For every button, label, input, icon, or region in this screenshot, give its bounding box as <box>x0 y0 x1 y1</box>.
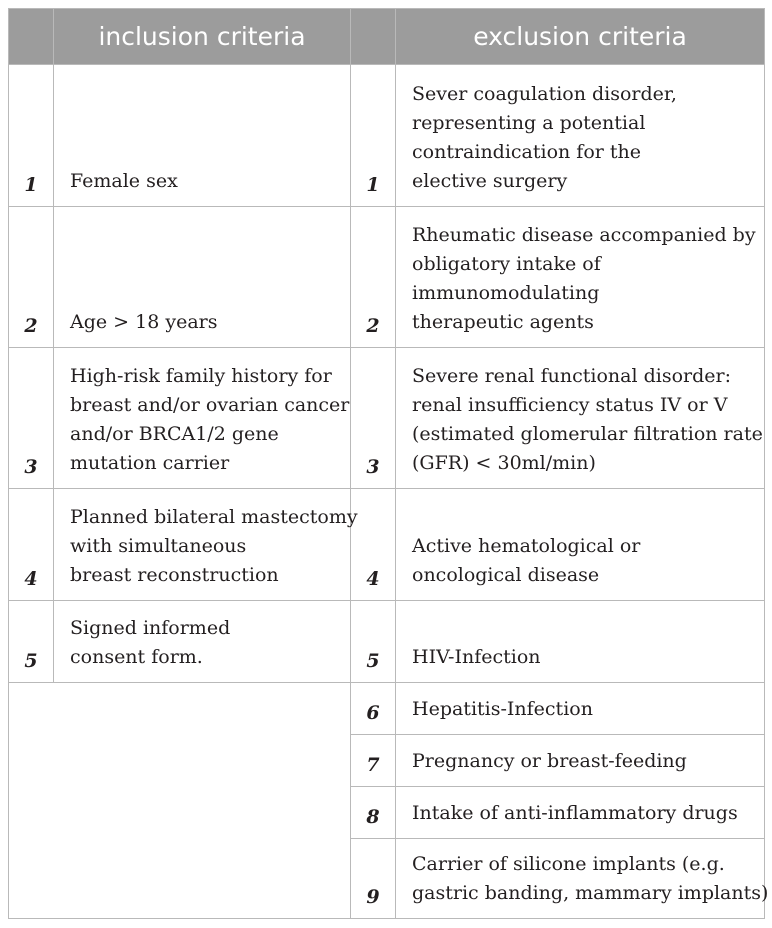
inclusion-number: 1 <box>9 65 54 207</box>
text-line: renal insufficiency status IV or V <box>412 394 728 416</box>
text-line: representing a potential <box>412 112 646 134</box>
text-line: and/or BRCA1/2 gene <box>70 423 279 445</box>
text-line: Signed informed <box>70 617 231 639</box>
exclusion-text <box>396 787 765 839</box>
exclusion-number: 8 <box>351 787 396 839</box>
table-row <box>9 207 765 348</box>
text-line: Sever coagulation disorder, <box>412 83 677 105</box>
text-line: gastric banding, mammary implants) <box>412 882 769 904</box>
exclusion-text <box>396 735 765 787</box>
text-line: Active hematological or <box>412 535 641 557</box>
inclusion-text <box>54 65 351 207</box>
exclusion-number: 3 <box>351 348 396 489</box>
text-line: consent form. <box>70 646 203 668</box>
text-line: Intake of anti-inflammatory drugs <box>412 802 738 824</box>
text-line: elective surgery <box>412 170 568 192</box>
exclusion-text <box>396 601 765 683</box>
inclusion-text <box>54 348 351 489</box>
text-line: HIV-Infection <box>412 646 541 668</box>
exclusion-text <box>396 683 765 735</box>
text-line: breast and/or ovarian cancer <box>70 394 350 416</box>
exclusion-number: 5 <box>351 601 396 683</box>
text-line: Severe renal functional disorder: <box>412 365 731 387</box>
text-line: immunomodulating <box>412 282 600 304</box>
table-row <box>9 348 765 489</box>
exclusion-text <box>396 839 769 919</box>
exclusion-number: 6 <box>351 683 396 735</box>
text-line: (GFR) < 30ml/min) <box>412 452 596 474</box>
text-line: mutation carrier <box>70 452 230 474</box>
inclusion-text <box>54 489 358 601</box>
text-line: Age > 18 years <box>70 311 218 333</box>
exclusion-text <box>396 489 765 601</box>
text-line: with simultaneous <box>70 535 247 557</box>
header-blank-left <box>9 9 54 65</box>
text-line: Rheumatic disease accompanied by <box>412 224 756 246</box>
exclusion-number: 2 <box>351 207 396 348</box>
exclusion-text <box>396 348 765 489</box>
exclusion-number: 4 <box>351 489 396 601</box>
header-blank-right <box>351 9 396 65</box>
text-line: Female sex <box>70 170 178 192</box>
inclusion-number: 4 <box>9 489 54 601</box>
text-line: breast reconstruction <box>70 564 279 586</box>
table-row <box>9 489 765 601</box>
text-line: Carrier of silicone implants (e.g. <box>412 853 725 875</box>
text-line: Planned bilateral mastectomy <box>70 506 358 528</box>
exclusion-text <box>396 207 765 348</box>
inclusion-number: 2 <box>9 207 54 348</box>
inclusion-text <box>54 601 351 683</box>
criteria-table <box>8 8 769 919</box>
text-line: (estimated glomerular filtration rate <box>412 423 763 445</box>
exclusion-header: exclusion criteria <box>396 9 765 65</box>
inclusion-text <box>54 207 351 348</box>
exclusion-number: 9 <box>351 839 396 919</box>
text-line: contraindication for the <box>412 141 642 163</box>
exclusion-number: 7 <box>351 735 396 787</box>
inclusion-empty-area <box>9 683 351 919</box>
text-line: oncological disease <box>412 564 600 586</box>
header-row <box>9 9 765 65</box>
text-line: obligatory intake of <box>412 253 601 275</box>
text-line: therapeutic agents <box>412 311 594 333</box>
text-line: Pregnancy or breast-feeding <box>412 750 687 772</box>
text-line: Hepatitis-Infection <box>412 698 593 720</box>
exclusion-text <box>396 65 765 207</box>
table-row <box>9 601 765 683</box>
inclusion-header: inclusion criteria <box>54 9 351 65</box>
table-row <box>9 683 765 735</box>
exclusion-number: 1 <box>351 65 396 207</box>
inclusion-number: 3 <box>9 348 54 489</box>
text-line: High-risk family history for <box>70 365 332 387</box>
inclusion-number: 5 <box>9 601 54 683</box>
table-row <box>9 65 765 207</box>
